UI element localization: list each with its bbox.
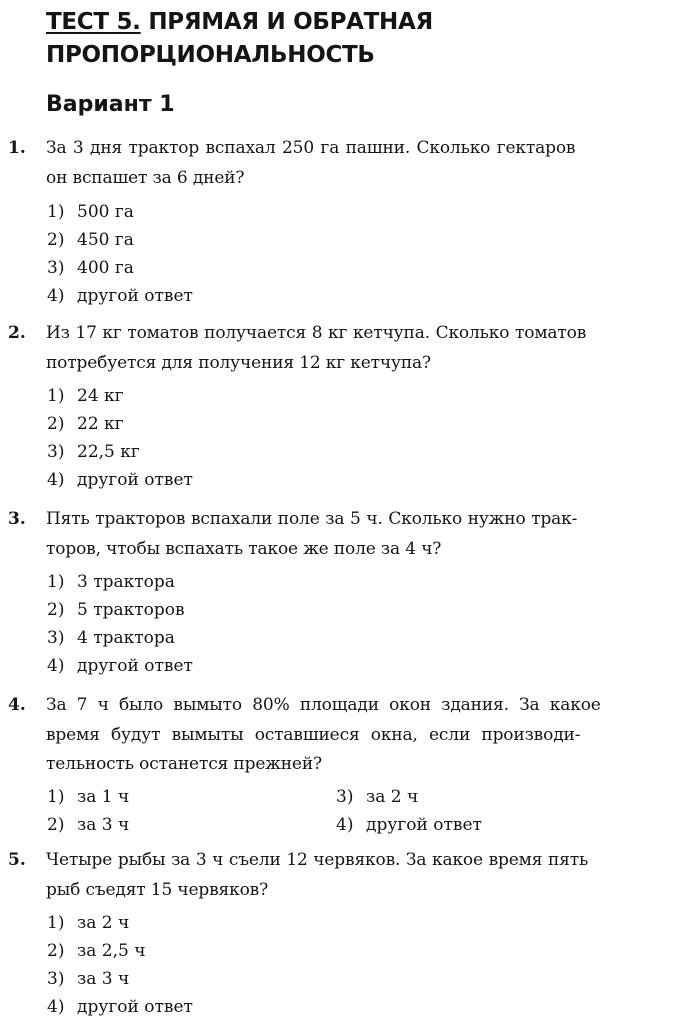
question-text-line: Четыре рыбы за 3 ч съели 12 червяков. За какое время пять — [46, 850, 589, 870]
question-text-line: рыб съедят 15 червяков? — [46, 880, 269, 900]
option-text: за 2 ч — [77, 913, 130, 933]
question-text-line: Пять тракторов вспахали поле за 5 ч. Сколько нужно трак- — [46, 509, 578, 529]
answer-option[interactable] — [47, 198, 134, 226]
answer-option[interactable] — [47, 282, 193, 310]
answer-option[interactable] — [47, 783, 129, 811]
option-number: 1) — [47, 202, 65, 222]
answer-option[interactable] — [47, 226, 134, 254]
answer-option[interactable] — [47, 937, 146, 965]
option-text: другой ответ — [366, 815, 482, 835]
option-number: 2) — [47, 941, 65, 961]
answer-option[interactable] — [47, 811, 129, 839]
question-text-line: он вспашет за 6 дней? — [46, 168, 245, 188]
option-text: другой ответ — [77, 470, 193, 490]
option-number: 1) — [47, 913, 65, 933]
answer-option[interactable] — [47, 652, 193, 680]
option-number: 1) — [47, 386, 65, 406]
question-text-line: Из 17 кг томатов получается 8 кг кетчупа. Сколько томатов — [46, 323, 587, 343]
answer-option[interactable] — [47, 254, 134, 282]
question-text-line: тельность останется прежней? — [46, 754, 322, 774]
answer-option[interactable] — [336, 811, 482, 839]
option-text: 3 трактора — [77, 572, 175, 592]
option-number: 4) — [47, 656, 65, 676]
option-text: 450 га — [77, 230, 134, 250]
option-text: другой ответ — [77, 286, 193, 306]
answer-option[interactable] — [47, 438, 140, 466]
answer-option[interactable] — [47, 466, 193, 494]
option-number: 3) — [47, 258, 65, 278]
option-text: за 1 ч — [77, 787, 130, 807]
option-text: 22,5 кг — [77, 442, 140, 462]
option-number: 2) — [47, 230, 65, 250]
option-text: 5 тракторов — [77, 600, 185, 620]
option-number: 2) — [47, 815, 65, 835]
answer-option[interactable] — [47, 993, 193, 1021]
variant-heading: Вариант 1 — [46, 92, 175, 117]
option-text: за 3 ч — [77, 969, 130, 989]
option-text: 400 га — [77, 258, 134, 278]
test-number: ТЕСТ 5. — [46, 9, 141, 35]
question-text-line: торов, чтобы вспахать такое же поле за 4 ч? — [46, 539, 442, 559]
option-text: другой ответ — [77, 656, 193, 676]
option-text: 24 кг — [77, 386, 124, 406]
question-number: 2. — [8, 323, 26, 343]
option-number: 3) — [47, 442, 65, 462]
option-number: 1) — [47, 572, 65, 592]
question-text-line: За 3 дня трактор вспахал 250 га пашни. Сколько гектаров — [46, 138, 576, 158]
option-text: за 2 ч — [366, 787, 419, 807]
question-text-line: За 7 ч было вымыто 80% площади окон здания. За какое — [46, 695, 601, 715]
answer-option[interactable] — [47, 568, 175, 596]
option-number: 2) — [47, 414, 65, 434]
option-number: 2) — [47, 600, 65, 620]
option-text: за 2,5 ч — [77, 941, 146, 961]
option-text: 4 трактора — [77, 628, 175, 648]
option-number: 3) — [47, 969, 65, 989]
title-line-2: ПРОПОРЦИОНАЛЬНОСТЬ — [46, 42, 375, 68]
answer-option[interactable] — [47, 909, 129, 937]
question-text-line: потребуется для получения 12 кг кетчупа? — [46, 353, 432, 373]
option-text: 22 кг — [77, 414, 124, 434]
answer-option[interactable] — [336, 783, 418, 811]
answer-option[interactable] — [47, 596, 185, 624]
question-number: 3. — [8, 509, 26, 529]
option-text: другой ответ — [77, 997, 193, 1017]
title-rest: ПРЯМАЯ И ОБРАТНАЯ — [140, 9, 433, 35]
title-line-1 — [46, 6, 433, 39]
question-number: 4. — [8, 695, 26, 715]
answer-option[interactable] — [47, 965, 129, 993]
option-number: 1) — [47, 787, 65, 807]
question-text-line: время будут вымыты оставшиеся окна, если производи- — [46, 725, 581, 745]
answer-option[interactable] — [47, 382, 124, 410]
option-number: 4) — [336, 815, 354, 835]
answer-option[interactable] — [47, 624, 175, 652]
option-number: 3) — [336, 787, 354, 807]
option-number: 4) — [47, 470, 65, 490]
option-number: 4) — [47, 286, 65, 306]
option-number: 4) — [47, 997, 65, 1017]
answer-option[interactable] — [47, 410, 124, 438]
test-title — [46, 6, 433, 72]
option-text: за 3 ч — [77, 815, 130, 835]
question-number: 5. — [8, 850, 26, 870]
question-number: 1. — [8, 138, 26, 158]
option-number: 3) — [47, 628, 65, 648]
option-text: 500 га — [77, 202, 134, 222]
